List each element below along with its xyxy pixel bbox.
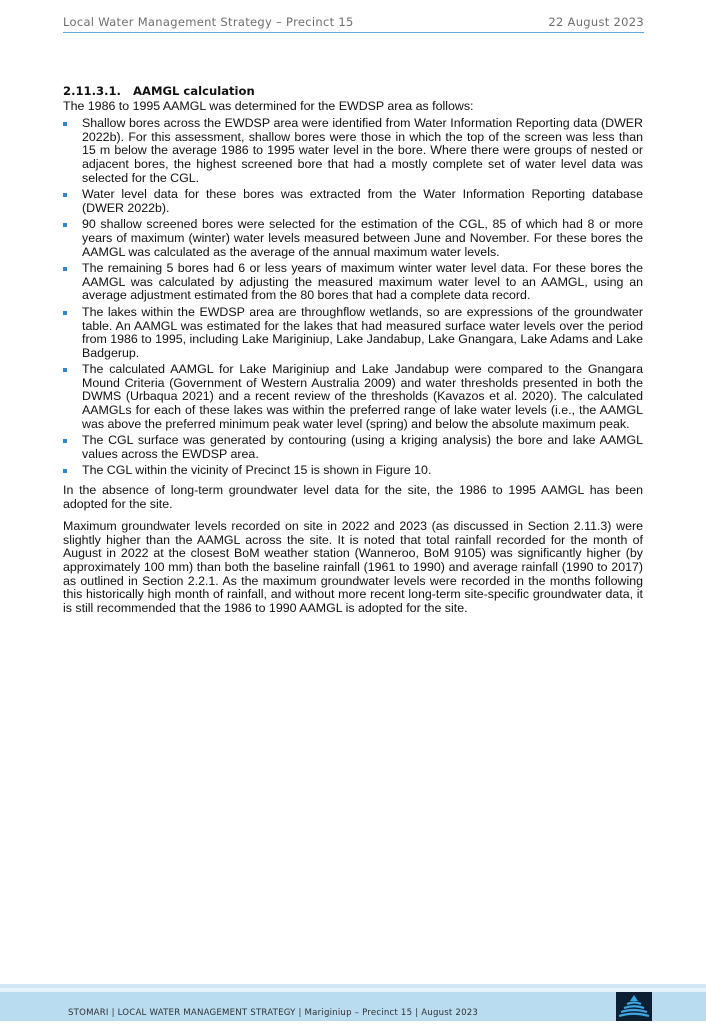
water-ripple-logo-icon: [616, 992, 652, 1021]
page-header: [63, 14, 644, 33]
section-title: AAMGL calculation: [133, 84, 255, 98]
body-paragraph: In the absence of long-term groundwater level data for the site, the 1986 to 1995 AAMGL has been adopted for the site.: [63, 483, 643, 511]
list-item: [63, 188, 643, 215]
list-item-text: The remaining 5 bores had 6 or less years of maximum winter water level data. For these bores the AAMGL was calculated by adjusting the measured maximum water level to an AAMGL, using an average adjustment estimated from the 80 bores that had a complete data record.: [82, 261, 643, 303]
list-item: [63, 262, 643, 303]
method-bullet-list: [63, 117, 643, 478]
square-bullet-icon: [63, 193, 67, 197]
square-bullet-icon: [63, 469, 67, 473]
square-bullet-icon: [63, 122, 67, 126]
list-item-text: The lakes within the EWDSP area are throughflow wetlands, so are expressions of the groundwater table. An AAMGL was estimated for the lakes that had measured surface water levels over the period from 1986 to 1995, including Lake Mariginiup, Lake Jandabup, Lake Gnangara, Lake Adams and Lake Badgerup.: [82, 304, 643, 360]
square-bullet-icon: [63, 223, 67, 227]
list-item: [63, 306, 643, 360]
section-heading: [63, 85, 643, 99]
list-item-text: The calculated AAMGL for Lake Mariginiup and Lake Jandabup were compared to the Gnangara Mound Criteria (Government of Western Australia 2009) and water thresholds presented in both the DWMS (Urbaqua 2021) and a recent review of the thresholds (Kavazos et al. 2020). The calculated AAMGLs for each of these lakes was within the preferred range of lake water levels (i.e., the AAMGL was above the preferred minimum peak water level (spring) and below the absolute maximum peak.: [82, 362, 643, 431]
square-bullet-icon: [63, 311, 67, 315]
list-item-text: Shallow bores across the EWDSP area were identified from Water Information Reporting data (DWER 2022b). For this assessment, shallow bores were those in which the top of the screen was less than 15 m below the average 1986 to 1995 water level in the bore. Where there were groups of nested or adjacent bores, the highest screened bore that had a mostly complete set of water level data was selected for the CGL.: [82, 116, 643, 185]
footer-text: STOMARI | LOCAL WATER MANAGEMENT STRATEGY | Mariginiup – Precinct 15 | August 2023: [68, 1008, 479, 1018]
list-item-text: 90 shallow screened bores were selected for the estimation of the CGL, 85 of which had 8 or more years of maximum (winter) water levels measured between June and November. For these bores the AAMGL was calculated as the average of the annual maximum water levels.: [82, 217, 643, 259]
list-item: [63, 464, 643, 478]
square-bullet-icon: [63, 267, 67, 271]
list-item: [63, 363, 643, 431]
header-document-title: Local Water Management Strategy – Precinct 15: [63, 15, 354, 29]
header-date: 22 August 2023: [548, 15, 644, 29]
square-bullet-icon: [63, 368, 67, 372]
list-item-text: The CGL within the vicinity of Precinct 15 is shown in Figure 10.: [82, 463, 432, 478]
body-paragraph: Maximum groundwater levels recorded on site in 2022 and 2023 (as discussed in Section 2.11.3) were slightly higher than the AAMGL across the site. It is noted that total rainfall recorded for the month of August in 2022 at the closest BoM weather station (Wanneroo, BoM 9105) was significantly higher (by approximately 100 mm) than both the baseline rainfall (1961 to 1990) and average rainfall (1990 to 2017) as outlined in Section 2.2.1. As the maximum groundwater levels were recorded in the months following this historically high month of rainfall, and without more recent long-term site-specific groundwater data, it is still recommended that the 1986 to 1990 AAMGL is adopted for the site.: [63, 519, 643, 615]
list-item-text: Water level data for these bores was extracted from the Water Information Reporting database (DWER 2022b).: [82, 187, 643, 215]
list-item: [63, 434, 643, 461]
page-content: [63, 85, 643, 615]
list-item-text: The CGL surface was generated by contouring (using a kriging analysis) the bore and lake AAMGL values across the EWDSP area.: [82, 433, 643, 461]
section-intro: The 1986 to 1995 AAMGL was determined for the EWDSP area as follows:: [63, 98, 474, 113]
list-item: [63, 117, 643, 185]
list-item: [63, 218, 643, 259]
section-number: 2.11.3.1.: [63, 84, 121, 98]
square-bullet-icon: [63, 439, 67, 443]
